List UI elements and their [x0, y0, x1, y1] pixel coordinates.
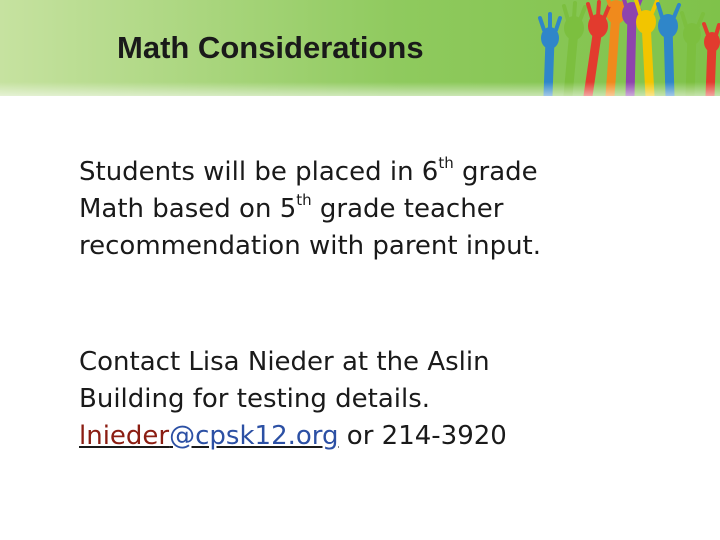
contact-line-3	[79, 418, 507, 455]
contact-paragraph	[79, 344, 507, 455]
placement-paragraph	[79, 154, 541, 265]
phone-number-text: or 214-3920	[338, 421, 507, 451]
placement-line-3: recommendation with parent input.	[79, 231, 542, 261]
email-domain: @cpsk12.org	[169, 421, 339, 451]
contact-line-1: Contact Lisa Nieder at the Aslin	[79, 347, 490, 377]
slide-title: Math Considerations	[117, 30, 424, 65]
superscript-th: th	[438, 154, 454, 173]
placement-line-1: Students will be placed in 6th grade	[79, 154, 538, 187]
superscript-th: th	[296, 191, 312, 210]
header-shade	[0, 82, 720, 96]
placement-line-2: Math based on 5th grade teacher	[79, 191, 504, 224]
email-user: lnieder	[79, 421, 170, 451]
slide-header	[0, 0, 720, 96]
email-link[interactable]	[79, 421, 339, 451]
contact-line-2: Building for testing details.	[79, 384, 431, 414]
